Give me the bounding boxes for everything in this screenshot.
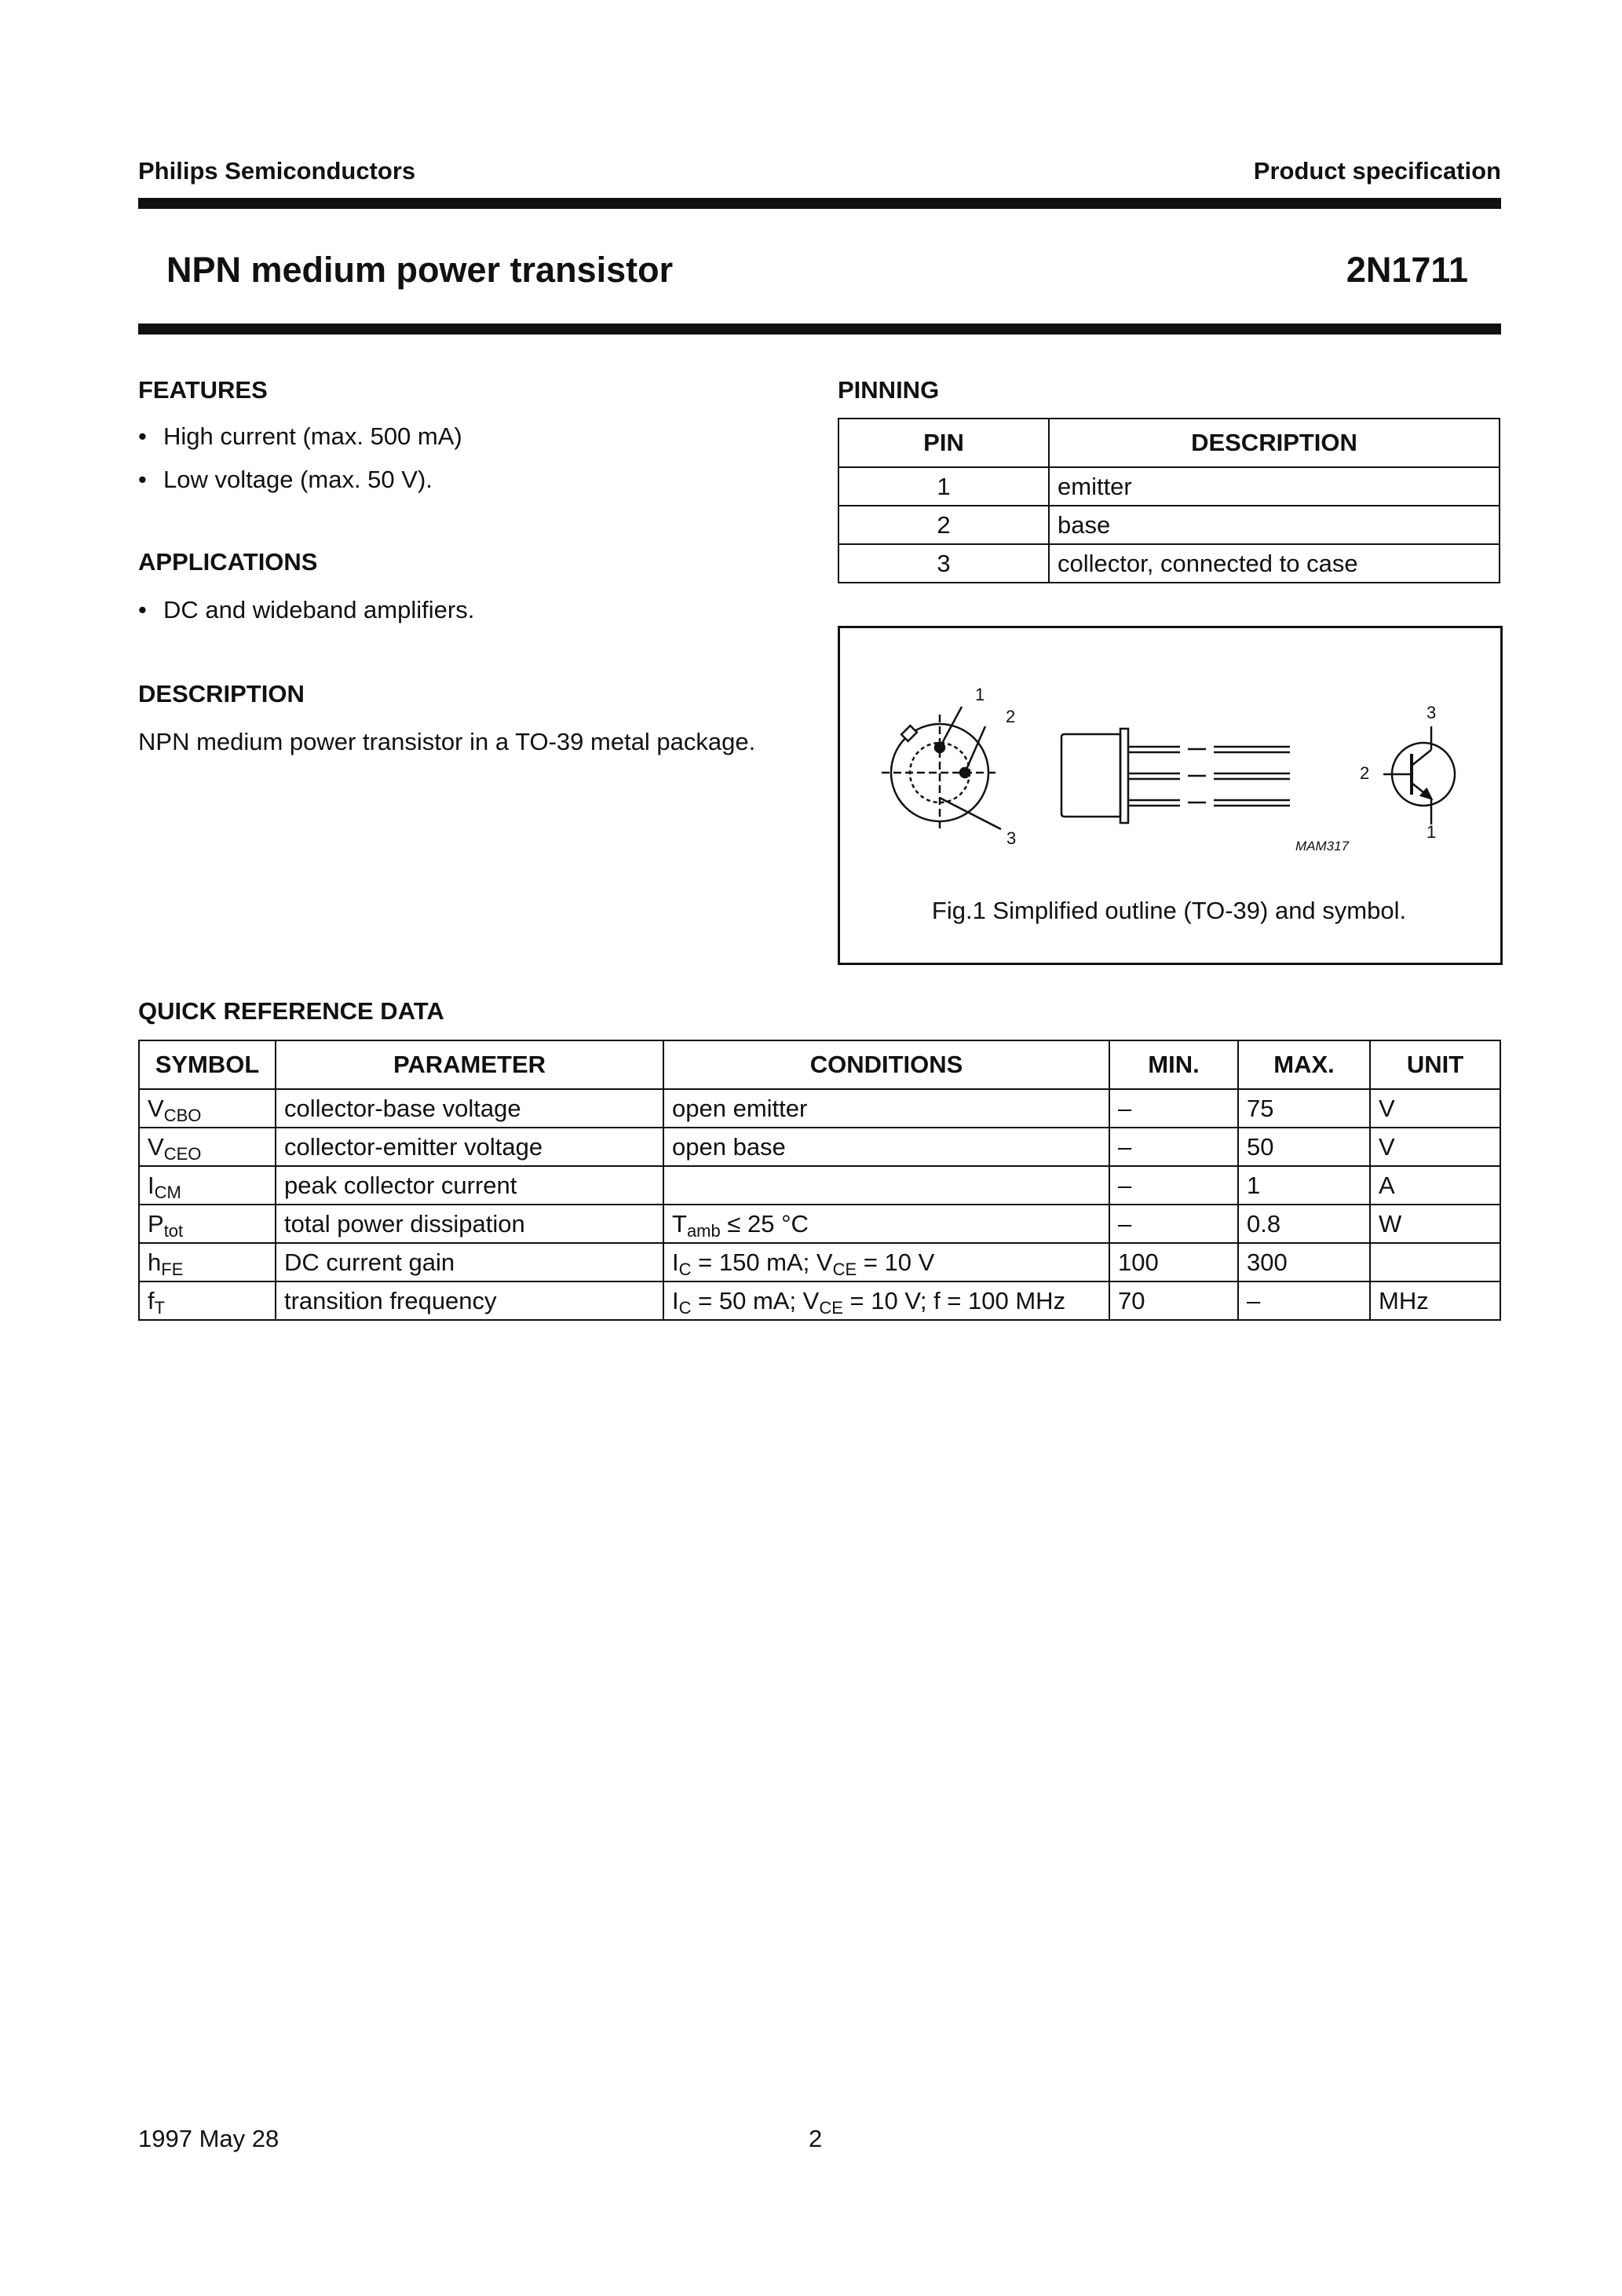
column-header: SYMBOL	[139, 1040, 276, 1089]
conditions-cell: $I_C = 50$ mA; $V_{CE} = 10$ V; f = 100 MHz	[663, 1281, 1109, 1320]
parameter-cell: total power dissipation	[276, 1205, 663, 1243]
unit-cell: A	[1370, 1166, 1500, 1205]
column-header: PARAMETER	[276, 1040, 663, 1089]
table-row	[139, 1089, 1500, 1128]
pin-number: 1	[838, 467, 1049, 506]
outline-label-3: 3	[1006, 828, 1017, 848]
min-cell: –	[1109, 1089, 1238, 1128]
parameter-cell: collector-emitter voltage	[276, 1128, 663, 1166]
pin-description: base	[1049, 506, 1500, 544]
application-item: • DC and wideband amplifiers.	[138, 596, 475, 623]
description-text: NPN medium power transistor in a TO-39 metal package.	[138, 728, 756, 755]
column-header: UNIT	[1370, 1040, 1500, 1089]
column-header: MAX.	[1238, 1040, 1370, 1089]
table-row	[139, 1166, 1500, 1205]
package-flange	[1120, 729, 1128, 823]
conditions-cell	[663, 1166, 1109, 1205]
pin-number: 2	[838, 506, 1049, 544]
table-row	[838, 506, 1500, 544]
pin-description: collector, connected to case	[1049, 544, 1500, 583]
pinning-table	[838, 418, 1500, 583]
page-title: NPN medium power transistor	[166, 250, 674, 290]
symbol-label-3: 3	[1427, 703, 1437, 722]
unit-cell: MHz	[1370, 1281, 1500, 1320]
feature-item: • High current (max. 500 mA)	[138, 422, 462, 450]
feature-item: • Low voltage (max. 50 V).	[138, 466, 433, 493]
table-row	[139, 1281, 1500, 1320]
leader-3	[940, 798, 1001, 829]
symbol-cell: $I_{CM}$	[139, 1166, 276, 1205]
conditions-cell: open emitter	[663, 1089, 1109, 1128]
conditions-cell: open base	[663, 1128, 1109, 1166]
column-header: PIN	[838, 419, 1049, 467]
unit-cell: W	[1370, 1205, 1500, 1243]
column-header: MIN.	[1109, 1040, 1238, 1089]
max-cell: 1	[1238, 1166, 1370, 1205]
parameter-cell: transition frequency	[276, 1281, 663, 1320]
figure-code: MAM317	[1295, 839, 1350, 854]
figure-caption: Fig.1 Simplified outline (TO-39) and symbol.	[931, 897, 1407, 924]
table-row	[838, 544, 1500, 583]
title-rule	[138, 324, 1501, 335]
unit-cell: V	[1370, 1089, 1500, 1128]
table-row	[139, 1243, 1500, 1281]
package-side-body	[1061, 734, 1120, 817]
column-header: DESCRIPTION	[1049, 419, 1500, 467]
pinning-heading: PINNING	[838, 376, 940, 404]
table-header-row	[838, 419, 1500, 467]
min-cell: –	[1109, 1128, 1238, 1166]
min-cell: –	[1109, 1166, 1238, 1205]
table-row	[838, 467, 1500, 506]
header-rule	[138, 198, 1501, 209]
max-cell: 0.8	[1238, 1205, 1370, 1243]
max-cell: 300	[1238, 1243, 1370, 1281]
symbol-cell: $V_{CBO}$	[139, 1089, 276, 1128]
symbol-label-1: 1	[1427, 822, 1437, 842]
outline-label-1: 1	[975, 685, 985, 704]
min-cell: –	[1109, 1205, 1238, 1243]
min-cell: 100	[1109, 1243, 1238, 1281]
quick-reference-table	[138, 1040, 1501, 1321]
outline-label-2: 2	[1006, 707, 1016, 726]
symbol-label-2: 2	[1360, 763, 1370, 783]
pin-number: 3	[838, 544, 1049, 583]
unit-cell: V	[1370, 1128, 1500, 1166]
unit-cell	[1370, 1243, 1500, 1281]
symbol-cell: $V_{CEO}$	[139, 1128, 276, 1166]
page-number: 2	[809, 2125, 823, 2152]
symbol-cell: $h_{FE}$	[139, 1243, 276, 1281]
min-cell: 70	[1109, 1281, 1238, 1320]
part-number: 2N1711	[1346, 250, 1468, 290]
table-row	[139, 1128, 1500, 1166]
symbol-cell: $P_{tot}$	[139, 1205, 276, 1243]
conditions-cell: $T_{amb} \le 25$ °C	[663, 1205, 1109, 1243]
document-type: Product specification	[1253, 157, 1501, 185]
parameter-cell: collector-base voltage	[276, 1089, 663, 1128]
applications-heading: APPLICATIONS	[138, 548, 318, 576]
pin-description: emitter	[1049, 467, 1500, 506]
footer-date: 1997 May 28	[138, 2125, 279, 2152]
conditions-cell: $I_C = 150$ mA; $V_{CE} = 10$ V	[663, 1243, 1109, 1281]
parameter-cell: peak collector current	[276, 1166, 663, 1205]
column-header: CONDITIONS	[663, 1040, 1109, 1089]
description-heading: DESCRIPTION	[138, 680, 305, 707]
company-name: Philips Semiconductors	[138, 157, 416, 185]
max-cell: 75	[1238, 1089, 1370, 1128]
parameter-cell: DC current gain	[276, 1243, 663, 1281]
max-cell: 50	[1238, 1128, 1370, 1166]
table-header-row	[139, 1040, 1500, 1089]
symbol-cell: $f_T$	[139, 1281, 276, 1320]
features-heading: FEATURES	[138, 376, 268, 404]
quick-ref-heading: QUICK REFERENCE DATA	[138, 997, 444, 1025]
max-cell: –	[1238, 1281, 1370, 1320]
table-row	[139, 1205, 1500, 1243]
